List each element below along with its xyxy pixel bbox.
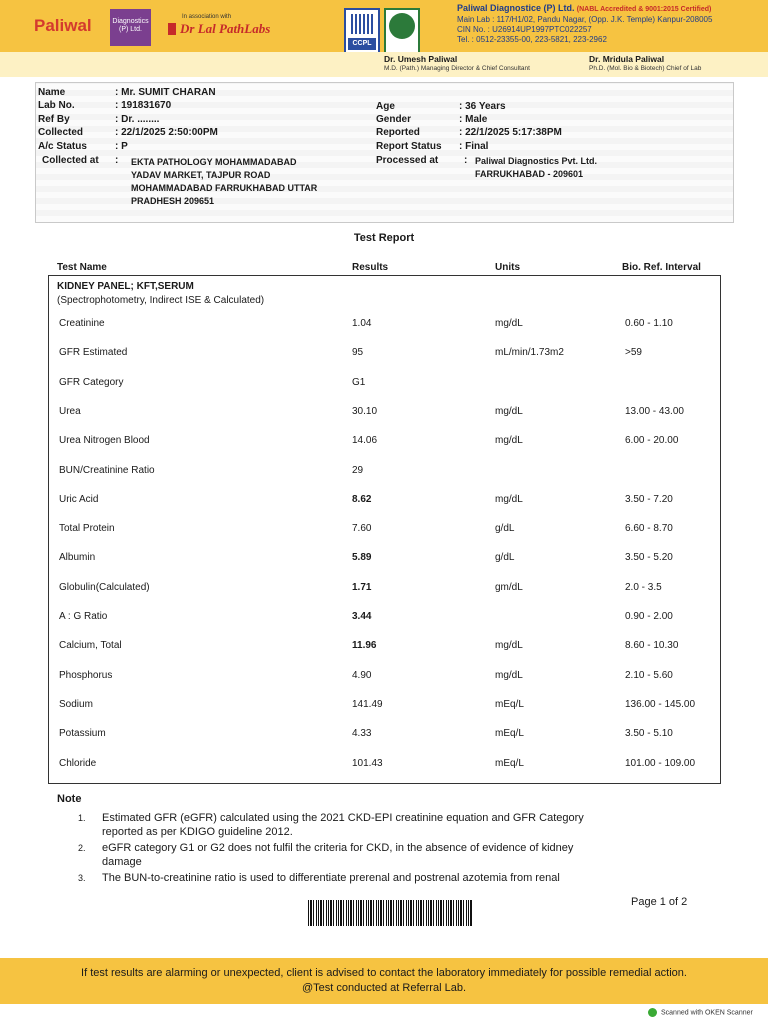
test-unit: g/dL bbox=[495, 523, 515, 534]
note-line: damage bbox=[102, 856, 142, 868]
telephone: Tel. : 0512-23355-00, 223-5821, 223-2962 bbox=[457, 35, 607, 44]
dlpl-name: Dr Lal PathLabs bbox=[180, 21, 271, 36]
note-title: Note bbox=[57, 793, 82, 805]
test-unit: mEq/L bbox=[495, 758, 524, 769]
certification-seal-icon bbox=[344, 8, 380, 54]
test-unit: gm/dL bbox=[495, 582, 523, 593]
test-unit: mg/dL bbox=[495, 494, 523, 505]
main-lab-address: Main Lab : 117/H1/02, Pandu Nagar, (Opp. J.K. Temple) Kanpur-208005 bbox=[457, 15, 713, 24]
refby-label: Ref By bbox=[38, 114, 70, 125]
panel-method: (Spectrophotometry, Indirect ISE & Calculated) bbox=[57, 295, 265, 306]
reported-label: Reported bbox=[376, 127, 420, 138]
cert-label: CCPL bbox=[348, 38, 376, 50]
test-unit: g/dL bbox=[495, 552, 515, 563]
note-number: 1. bbox=[78, 813, 86, 823]
test-unit: mg/dL bbox=[495, 670, 523, 681]
test-result: 101.43 bbox=[352, 758, 383, 769]
doctor-2 bbox=[589, 54, 701, 74]
footer-referral: @Test conducted at Referral Lab. bbox=[301, 982, 467, 994]
age-label: Age bbox=[376, 101, 395, 112]
seal-emblem-icon bbox=[389, 13, 415, 39]
reference-interval: 101.00 - 109.00 bbox=[625, 758, 696, 769]
test-result: 4.33 bbox=[352, 728, 372, 739]
test-result: 30.10 bbox=[352, 406, 378, 417]
scanner-watermark bbox=[648, 1008, 753, 1017]
test-name: Phosphorus bbox=[59, 670, 113, 681]
header-ref-interval: Bio. Ref. Interval bbox=[622, 262, 701, 273]
gender-label: Gender bbox=[376, 114, 412, 125]
collected-time: : 22/1/2025 2:50:00PM bbox=[115, 127, 218, 138]
header-results: Results bbox=[352, 262, 389, 273]
table-row bbox=[0, 377, 768, 391]
dlpl-mark-icon bbox=[168, 23, 176, 35]
account-status: : P bbox=[115, 141, 128, 152]
test-name: Albumin bbox=[59, 552, 96, 563]
test-unit: mg/dL bbox=[495, 435, 523, 446]
acstatus-label: A/c Status bbox=[38, 141, 87, 152]
lab-info-block bbox=[457, 3, 712, 45]
reference-interval: 3.50 - 7.20 bbox=[625, 494, 673, 505]
note-item bbox=[78, 811, 658, 839]
reference-interval: 2.0 - 3.5 bbox=[625, 582, 662, 593]
doctor-1 bbox=[384, 54, 530, 74]
header-test-name: Test Name bbox=[57, 262, 107, 273]
test-result: 14.06 bbox=[352, 435, 378, 446]
brand-logo: Paliwal bbox=[34, 16, 92, 35]
table-row bbox=[0, 670, 768, 684]
table-row bbox=[0, 523, 768, 537]
dlpl-logo bbox=[168, 14, 270, 38]
reference-interval: 0.90 - 2.00 bbox=[625, 611, 673, 622]
test-name: Urea Nitrogen Blood bbox=[59, 435, 150, 446]
test-unit: mg/dL bbox=[495, 318, 523, 329]
table-row bbox=[0, 552, 768, 566]
scanner-text: Scanned with OKEN Scanner bbox=[661, 1009, 753, 1017]
test-result: 95 bbox=[352, 347, 364, 358]
barcode-icon bbox=[308, 900, 472, 926]
reference-interval: 13.00 - 43.00 bbox=[625, 406, 684, 417]
note-number: 2. bbox=[78, 843, 86, 853]
page-number: Page 1 of 2 bbox=[631, 896, 688, 908]
test-name: Chloride bbox=[59, 758, 97, 769]
doctor-name: Dr. Umesh Paliwal bbox=[384, 54, 458, 64]
panel-title: KIDNEY PANEL; KFT,SERUM bbox=[57, 281, 194, 292]
footer-band bbox=[0, 958, 768, 1004]
reference-interval: >59 bbox=[625, 347, 642, 358]
table-row bbox=[0, 406, 768, 420]
test-result: 1.71 bbox=[352, 582, 372, 593]
test-name: A : G Ratio bbox=[59, 611, 108, 622]
collected-at-line-1: EKTA PATHOLOGY MOHAMMADABAD bbox=[131, 157, 297, 167]
test-result: 141.49 bbox=[352, 699, 383, 710]
labno-label: Lab No. bbox=[38, 100, 75, 111]
reference-interval: 136.00 - 145.00 bbox=[625, 699, 696, 710]
test-result: 8.62 bbox=[352, 494, 372, 505]
test-name: Sodium bbox=[59, 699, 93, 710]
doctor-band bbox=[0, 52, 768, 77]
reference-interval: 6.60 - 8.70 bbox=[625, 523, 673, 534]
accreditation-seal-icon bbox=[384, 8, 420, 54]
test-unit: mEq/L bbox=[495, 699, 524, 710]
note-line: reported as per KDIGO guideline 2012. bbox=[102, 826, 293, 838]
header-units: Units bbox=[495, 262, 520, 273]
referred-by: : Dr. ........ bbox=[115, 114, 160, 125]
reference-interval: 3.50 - 5.20 bbox=[625, 552, 673, 563]
nabl-accreditation: (NABL Accredited & 9001:2015 Certified) bbox=[576, 6, 712, 13]
collected-at-line-2: YADAV MARKET, TAJPUR ROAD bbox=[131, 170, 271, 180]
table-row bbox=[0, 611, 768, 625]
scanner-logo-icon bbox=[648, 1008, 657, 1017]
note-number: 3. bbox=[78, 873, 86, 883]
table-row bbox=[0, 465, 768, 479]
processedat-colon: : bbox=[464, 155, 468, 166]
note-line: The BUN-to-creatinine ratio is used to differentiate prerenal and postrenal azotemia from renal bbox=[102, 872, 560, 884]
test-name: Creatinine bbox=[59, 318, 105, 329]
table-row bbox=[0, 347, 768, 361]
test-name: BUN/Creatinine Ratio bbox=[59, 465, 155, 476]
table-row bbox=[0, 758, 768, 772]
collectedat-label: Collected at bbox=[42, 155, 99, 166]
note-item bbox=[78, 871, 658, 885]
doctor-qualification: M.D. (Path.) Managing Director & Chief Consultant bbox=[384, 65, 530, 72]
reported-time: : 22/1/2025 5:17:38PM bbox=[459, 127, 562, 138]
test-result: G1 bbox=[352, 377, 366, 388]
diagnostics-logo: Diagnostics (P) Ltd. bbox=[110, 9, 151, 46]
cin-number: CIN No. : U26914UP1997PTC022257 bbox=[457, 25, 592, 34]
doctor-name: Dr. Mridula Paliwal bbox=[589, 54, 665, 64]
collected-at-line-3: MOHAMMADABAD FARRUKHABAD UTTAR bbox=[131, 183, 318, 193]
table-row bbox=[0, 435, 768, 449]
test-unit: mL/min/1.73m2 bbox=[495, 347, 564, 358]
test-unit: mg/dL bbox=[495, 640, 523, 651]
test-result: 4.90 bbox=[352, 670, 372, 681]
test-name: GFR Category bbox=[59, 377, 124, 388]
doctor-qualification: Ph.D. (Mol. Bio & Biotech) Chief of Lab bbox=[589, 65, 702, 72]
test-name: Total Protein bbox=[59, 523, 115, 534]
dlpl-association-text: In association with bbox=[182, 14, 232, 20]
table-row bbox=[0, 640, 768, 654]
seal-stripes bbox=[351, 14, 373, 34]
table-row bbox=[0, 699, 768, 713]
test-unit: mEq/L bbox=[495, 728, 524, 739]
test-name: Calcium, Total bbox=[59, 640, 122, 651]
reference-interval: 0.60 - 1.10 bbox=[625, 318, 673, 329]
report-status: : Final bbox=[459, 141, 489, 152]
test-name: Globulin(Calculated) bbox=[59, 582, 150, 593]
table-row bbox=[0, 494, 768, 508]
test-result: 11.96 bbox=[352, 640, 377, 651]
test-unit: mg/dL bbox=[495, 406, 523, 417]
test-name: Urea bbox=[59, 406, 81, 417]
collectedat-colon: : bbox=[115, 155, 119, 166]
test-name: GFR Estimated bbox=[59, 347, 128, 358]
test-name: Uric Acid bbox=[59, 494, 99, 505]
footer-disclaimer: If test results are alarming or unexpected, client is advised to contact the laboratory immediately for possible remedial action. bbox=[81, 967, 687, 979]
test-result: 1.04 bbox=[352, 318, 372, 329]
test-result: 29 bbox=[352, 465, 364, 476]
processed-at-line-1: Paliwal Diagnostics Pvt. Ltd. bbox=[475, 156, 598, 166]
reportstatus-label: Report Status bbox=[376, 141, 442, 152]
note-line: eGFR category G1 or G2 does not fulfil the criteria for CKD, in the absence of evidence of kidney bbox=[102, 842, 574, 854]
report-title: Test Report bbox=[353, 232, 415, 244]
patient-name: : Mr. SUMIT CHARAN bbox=[115, 87, 216, 98]
name-label: Name bbox=[38, 87, 66, 98]
note-line: Estimated GFR (eGFR) calculated using the 2021 CKD-EPI creatinine equation and GFR Category bbox=[102, 812, 584, 824]
table-row bbox=[0, 728, 768, 742]
reference-interval: 2.10 - 5.60 bbox=[625, 670, 673, 681]
processed-at-line-2: FARRUKHABAD - 209601 bbox=[475, 169, 584, 179]
collected-label: Collected bbox=[38, 127, 84, 138]
gender: : Male bbox=[459, 114, 488, 125]
processedat-label: Processed at bbox=[376, 155, 439, 166]
table-row bbox=[0, 318, 768, 332]
test-result: 7.60 bbox=[352, 523, 372, 534]
reference-interval: 3.50 - 5.10 bbox=[625, 728, 673, 739]
collected-at-line-4: PRADHESH 209651 bbox=[131, 196, 215, 206]
reference-interval: 6.00 - 20.00 bbox=[625, 435, 679, 446]
table-row bbox=[0, 582, 768, 596]
reference-interval: 8.60 - 10.30 bbox=[625, 640, 679, 651]
lab-name: Paliwal Diagnostice (P) Ltd. bbox=[457, 3, 575, 13]
test-result: 5.89 bbox=[352, 552, 372, 563]
age: : 36 Years bbox=[459, 101, 506, 112]
test-result: 3.44 bbox=[352, 611, 372, 622]
test-name: Potassium bbox=[59, 728, 106, 739]
lab-number: : 191831670 bbox=[115, 100, 172, 111]
note-item bbox=[78, 841, 658, 869]
